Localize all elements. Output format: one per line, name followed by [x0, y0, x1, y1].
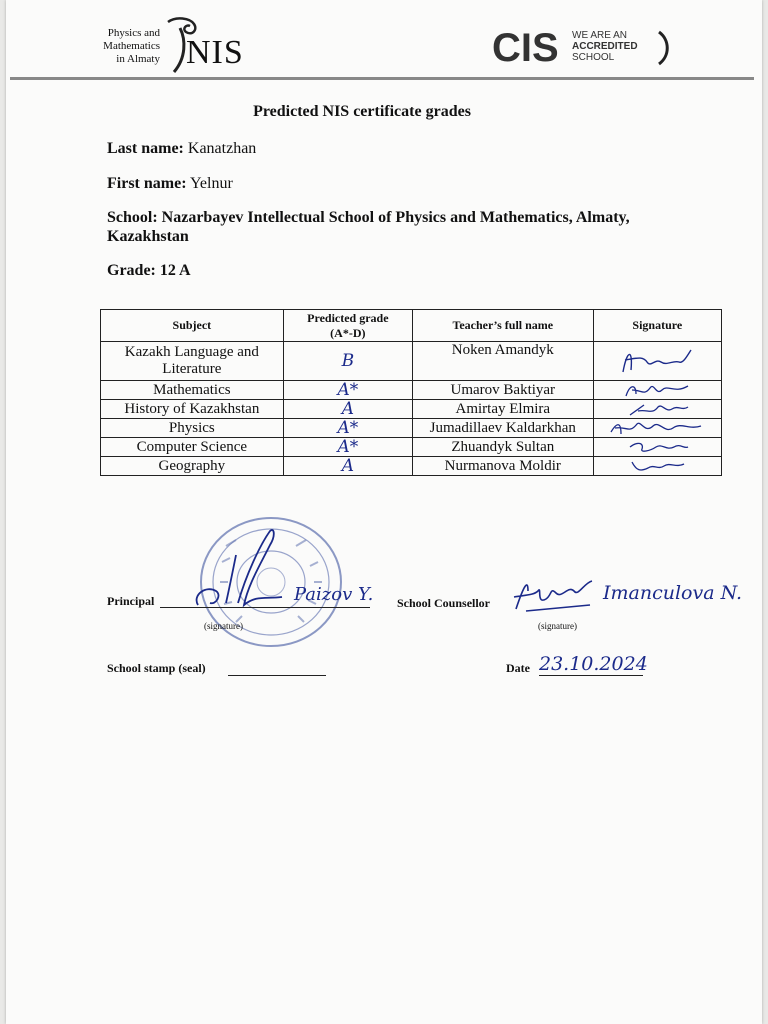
last-name-value: Kanatzhan [187, 140, 257, 157]
table-row [101, 342, 722, 381]
grade-cell: A* [283, 419, 412, 438]
subject-cell: Kazakh Language and Literature [101, 342, 284, 381]
subject-cell: History of Kazakhstan [101, 400, 284, 419]
first-name-value: Yelnur [189, 175, 233, 192]
certificate-page [6, 0, 762, 1024]
last-name-field [107, 140, 256, 158]
counsellor-label: School Counsellor [397, 596, 491, 610]
teacher-signature-icon [609, 420, 705, 437]
grades-table [100, 309, 722, 476]
cis-logo-line: SCHOOL [572, 52, 615, 63]
table-row [101, 400, 722, 419]
document-title: Predicted NIS certificate grades [253, 103, 471, 120]
school-stamp-line [228, 675, 326, 676]
teacher-cell: Jumadillaev Kaldarkhan [412, 419, 593, 438]
teacher-signature-icon [622, 401, 692, 418]
last-name-label: Last name: [107, 140, 184, 157]
table-row [101, 438, 722, 457]
signature-cell [593, 342, 721, 381]
grade-cell: A [283, 400, 412, 419]
teacher-cell: Umarov Baktiyar [412, 381, 593, 400]
grade-cell: A* [283, 381, 412, 400]
teacher-cell: Noken Amandyk [412, 342, 593, 381]
table-row [101, 457, 722, 476]
signature-cell [593, 419, 721, 438]
subject-cell: Mathematics [101, 381, 284, 400]
school-field [107, 208, 667, 246]
cis-logo-paren-icon [656, 30, 672, 66]
grade-cell: B [283, 342, 412, 381]
header-predicted-grade-label: Predicted grade [307, 310, 389, 325]
cis-logo-word: CIS [492, 26, 559, 70]
nis-logo-word: NIS [186, 34, 244, 71]
grade-value: 12 A [159, 262, 191, 279]
grade-label: Grade: [107, 262, 156, 279]
counsellor-signature-caption: (signature) [538, 621, 577, 631]
signature-cell [593, 457, 721, 476]
table-row [101, 381, 722, 400]
signature-cell [593, 438, 721, 457]
date-label: Date [506, 661, 530, 675]
school-value: Nazarbayev Intellectual School of Physics and Mathematics, Almaty, Kazakhstan [107, 209, 630, 245]
letterhead [6, 0, 762, 80]
table-row [101, 419, 722, 438]
school-label: School: [107, 209, 158, 226]
first-name-label: First name: [107, 175, 187, 192]
nis-logo-caption [80, 27, 160, 66]
principal-signature-icon [186, 525, 296, 615]
subject-cell: Physics [101, 419, 284, 438]
principal-name: Paizov Y. [294, 584, 374, 605]
cis-logo-caption [572, 30, 638, 63]
header-signature: Signature [593, 310, 721, 342]
date-value: 23.10.2024 [539, 653, 648, 675]
table-header-row [101, 310, 722, 342]
principal-label: Principal [107, 594, 155, 608]
grade-cell: A [283, 457, 412, 476]
cis-logo-line: WE ARE AN [572, 30, 628, 41]
teacher-signature-icon [622, 382, 692, 399]
teacher-cell: Amirtay Elmira [412, 400, 593, 419]
header-predicted-grade [283, 310, 412, 342]
principal-signature-caption: (signature) [204, 621, 243, 631]
counsellor-signature-icon [506, 575, 598, 615]
teacher-cell: Zhuandyk Sultan [412, 438, 593, 457]
header-rule [10, 77, 754, 80]
header-subject: Subject [101, 310, 284, 342]
teacher-signature-icon [622, 458, 692, 475]
grade-cell: A* [283, 438, 412, 457]
nis-logo-line: Mathematics [103, 40, 160, 52]
cis-logo-line: ACCREDITED [572, 41, 638, 52]
signature-cell [593, 400, 721, 419]
subject-cell: Geography [101, 457, 284, 476]
grade-field [107, 262, 191, 280]
nis-logo-line: Physics and [107, 27, 160, 39]
school-stamp-label: School stamp (seal) [107, 661, 206, 675]
nis-logo-line: in Almaty [116, 53, 160, 65]
teacher-cell: Nurmanova Moldir [412, 457, 593, 476]
teacher-signature-icon [617, 344, 697, 378]
counsellor-name: Imanculova N. [603, 582, 743, 604]
header-predicted-grade-range: (A*-D) [330, 325, 366, 340]
teacher-signature-icon [622, 439, 692, 456]
first-name-field [107, 175, 233, 193]
subject-cell: Computer Science [101, 438, 284, 457]
header-teacher: Teacher’s full name [412, 310, 593, 342]
signature-cell [593, 381, 721, 400]
